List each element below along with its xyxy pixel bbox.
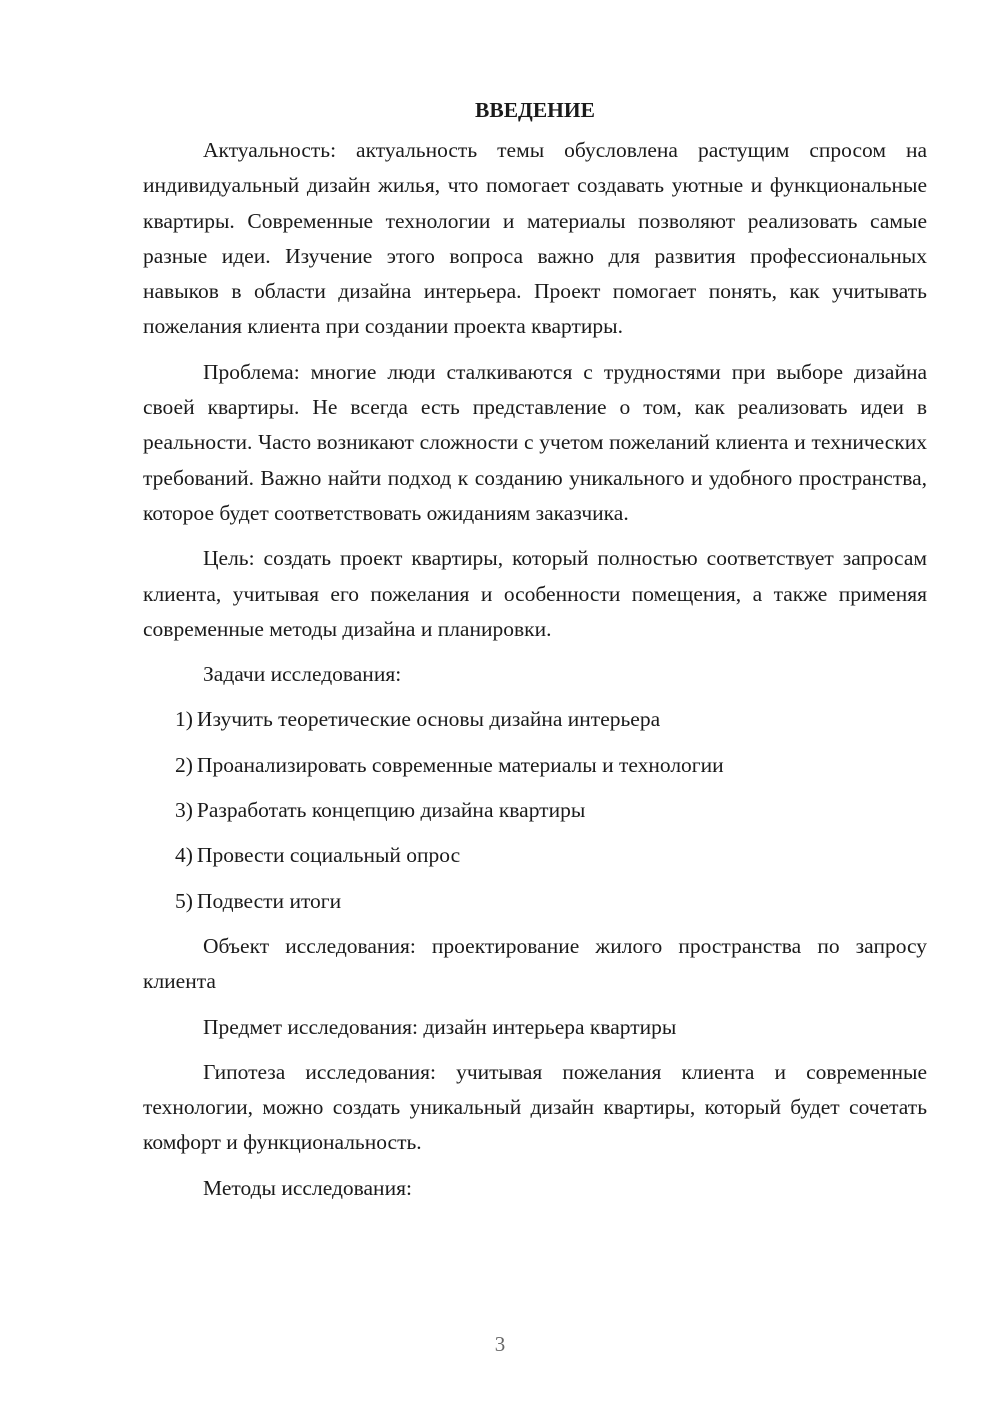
list-item — [143, 884, 927, 919]
list-item-number: 2) — [175, 752, 193, 777]
list-item-number: 4) — [175, 843, 193, 868]
paragraph-object: Объект исследования: проектирование жилого пространства по запросу клиента — [143, 933, 927, 994]
paragraph-hypothesis: Гипотеза исследования: учитывая пожелания клиента и современные технологии, можно создать уникальный дизайн квартиры, который будет сочетать комфорт и функциональность. — [143, 1059, 927, 1155]
paragraph-goal: Цель: создать проект квартиры, который полностью соответствует запросам клиента, учитывая его пожелания и особенности помещения, а также применяя современные методы дизайна и планировки. — [143, 546, 927, 641]
list-item-number: 1) — [175, 707, 193, 732]
paragraph-problem: Проблема: многие люди сталкиваются с трудностями при выборе дизайна своей квартиры. Не всегда есть представление о том, как реализовать идеи в реальности. Часто возникают сложности с учетом пожеланий клиента и технических требований. Важно найти подход к созданию уникального и удобного пространства, которое будет соответствовать ожиданиям заказчика. — [143, 359, 927, 525]
list-item-number: 3) — [175, 798, 193, 823]
list-item — [143, 748, 927, 783]
list-item — [143, 702, 927, 737]
page-number: 3 — [494, 1332, 506, 1356]
list-item-number: 5) — [175, 888, 193, 913]
page-title: ВВЕДЕНИЕ — [475, 98, 595, 122]
list-item-text: Изучить теоретические основы дизайна интерьера — [196, 707, 661, 732]
tasks-heading: Задачи исследования: — [203, 662, 402, 687]
methods-heading: Методы исследования: — [203, 1175, 412, 1200]
list-item-text: Разработать концепцию дизайна квартиры — [196, 798, 586, 823]
list-item — [143, 838, 927, 873]
list-item — [143, 793, 927, 828]
document-page — [143, 92, 927, 1216]
list-item-text: Проанализировать современные материалы и технологии — [196, 752, 724, 777]
tasks-list — [143, 702, 927, 918]
paragraph-relevance: Актуальность: актуальность темы обусловлена растущим спросом на индивидуальный дизайн жилья, что помогает создавать уютные и функциональные квартиры. Современные технологии и материалы позволяют реализовать самые разные идеи. Изучение этого вопроса важно для развития профессиональных навыков в области дизайна интерьера. Проект помогает понять, как учитывать пожелания клиента при создании проекта квартиры. — [143, 138, 927, 339]
paragraph-subject: Предмет исследования: дизайн интерьера квартиры — [203, 1014, 677, 1039]
list-item-text: Подвести итоги — [196, 888, 342, 913]
list-item-text: Провести социальный опрос — [196, 843, 461, 868]
